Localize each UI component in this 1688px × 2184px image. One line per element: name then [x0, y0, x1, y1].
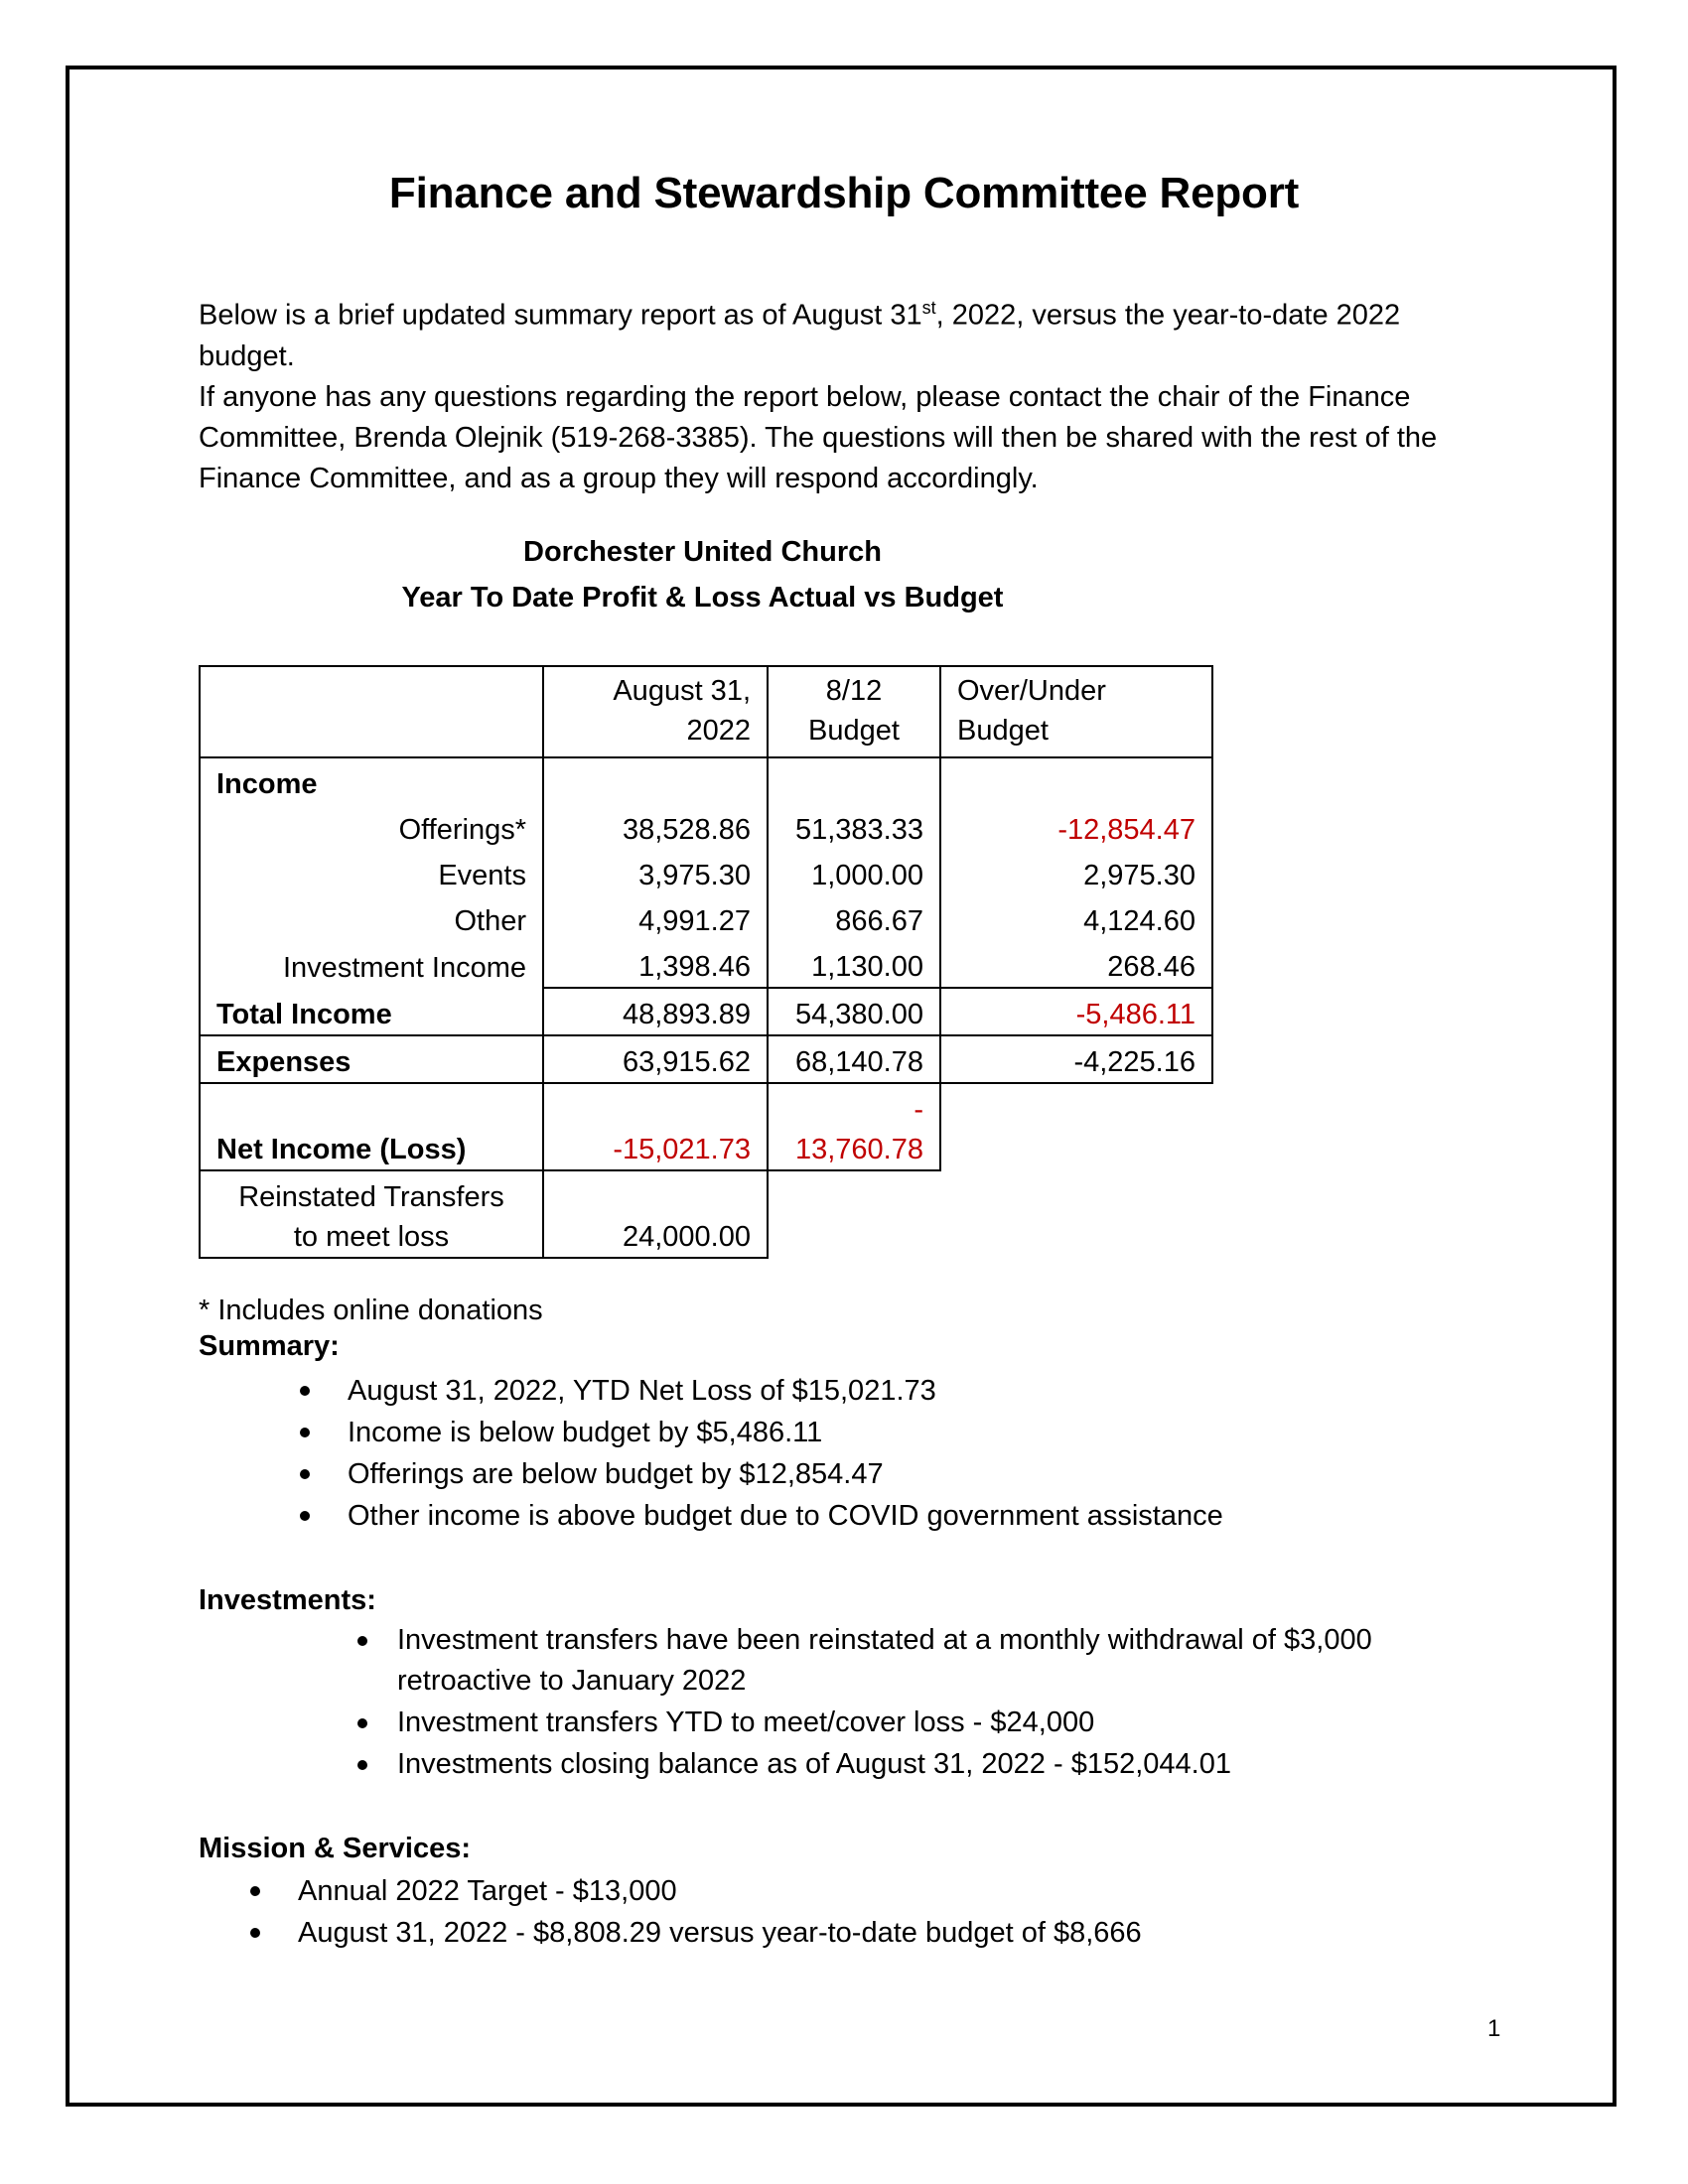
income-label: Income [200, 757, 543, 804]
page-title: Finance and Stewardship Committee Report [388, 169, 1300, 217]
header-budget-line2: Budget [808, 715, 900, 747]
list-item: Investments closing balance as of August 31, 2022 - $152,044.01 [397, 1744, 1450, 1785]
empty-cell [940, 1170, 1212, 1258]
table-row [200, 804, 1212, 850]
row-label: Other [200, 895, 543, 941]
table-header-row [200, 666, 1212, 757]
intro-paragraph-1 [199, 288, 1489, 377]
list-item: Investment transfers have been reinstated at a monthly withdrawal of $3,000 retroactive to January 2022 [397, 1620, 1450, 1702]
row-variance: 4,124.60 [940, 895, 1212, 941]
header-variance-line1: Over/Under [957, 675, 1106, 707]
net-income-budget-line1: - [914, 1094, 923, 1126]
net-income-actual: -15,021.73 [543, 1083, 768, 1170]
header-variance [940, 666, 1212, 757]
row-actual: 38,528.86 [543, 804, 768, 850]
page-number: 1 [1487, 2015, 1501, 2042]
expenses-label: Expenses [200, 1035, 543, 1083]
expenses-variance: -4,225.16 [940, 1035, 1212, 1083]
list-item: Investment transfers YTD to meet/cover loss - $24,000 [397, 1703, 1450, 1743]
net-income-row [200, 1083, 1212, 1170]
intro-text [199, 288, 1489, 499]
reinstated-label [200, 1170, 543, 1258]
total-income-row [200, 988, 1212, 1035]
profit-loss-table [199, 665, 1213, 1259]
row-variance: -12,854.47 [940, 804, 1212, 850]
row-actual: 3,975.30 [543, 850, 768, 895]
row-actual: 1,398.46 [543, 941, 768, 988]
row-actual: 4,991.27 [543, 895, 768, 941]
reinstated-actual: 24,000.00 [543, 1170, 768, 1258]
net-income-label: Net Income (Loss) [200, 1083, 543, 1170]
net-income-budget [768, 1083, 940, 1170]
table-row [200, 941, 1212, 988]
header-empty-cell [200, 666, 543, 757]
reinstated-label-line1: Reinstated Transfers [238, 1181, 504, 1213]
intro-p1-start: Below is a brief updated summary report as of August 31 [199, 299, 922, 332]
empty-cell [768, 757, 940, 804]
summary-list [348, 1370, 1539, 1537]
expenses-row [200, 1035, 1212, 1083]
table-row [200, 895, 1212, 941]
intro-paragraph-2: If anyone has any questions regarding the report below, please contact the chair of the Finance Committee, Brenda Olejnik (519-268-3385). The questions will then be shared with the rest of the Finance Committee, and as a group they will respond accordingly. [199, 380, 1438, 494]
table-row [200, 850, 1212, 895]
empty-cell [940, 1083, 1212, 1170]
list-item: Income is below budget by $5,486.11 [348, 1412, 1539, 1453]
empty-cell [940, 757, 1212, 804]
empty-cell [768, 1170, 940, 1258]
reinstated-label-line2: to meet loss [293, 1221, 450, 1253]
row-budget: 1,000.00 [768, 850, 940, 895]
header-variance-line2: Budget [957, 715, 1049, 747]
header-actual-line1: August 31, [613, 675, 751, 707]
intro-p1-end: , 2022, versus the year-to-date 2022 budget. [199, 299, 1401, 372]
row-label: Investment Income [200, 941, 543, 988]
summary-label: Summary: [199, 1330, 340, 1362]
footnote: * Includes online donations [199, 1295, 543, 1326]
list-item: Annual 2022 Target - $13,000 [298, 1870, 1489, 1912]
header-budget-line1: 8/12 [825, 675, 883, 707]
list-item: August 31, 2022 - $8,808.29 versus year-to-date budget of $8,666 [298, 1912, 1489, 1954]
empty-cell [543, 757, 768, 804]
header-actual [543, 666, 768, 757]
list-item: August 31, 2022, YTD Net Loss of $15,021.73 [348, 1370, 1539, 1412]
expenses-budget: 68,140.78 [768, 1035, 940, 1083]
mission-label: Mission & Services: [199, 1833, 471, 1864]
report-subtitle: Year To Date Profit & Loss Actual vs Budget [401, 582, 1004, 614]
mission-list [298, 1870, 1489, 1954]
row-budget: 866.67 [768, 895, 940, 941]
row-label: Offerings* [200, 804, 543, 850]
investments-list [397, 1620, 1450, 1786]
investments-label: Investments: [199, 1584, 376, 1616]
row-variance: 268.46 [940, 941, 1212, 988]
row-label: Events [200, 850, 543, 895]
header-budget [768, 666, 940, 757]
row-budget: 1,130.00 [768, 941, 940, 988]
reinstated-row [200, 1170, 1212, 1258]
total-income-variance: -5,486.11 [940, 988, 1212, 1035]
table-row [200, 757, 1212, 804]
total-income-actual: 48,893.89 [543, 988, 768, 1035]
header-actual-line2: 2022 [686, 715, 751, 747]
row-variance: 2,975.30 [940, 850, 1212, 895]
list-item: Other income is above budget due to COVID government assistance [348, 1495, 1539, 1537]
net-income-budget-line2: 13,760.78 [794, 1134, 923, 1165]
row-budget: 51,383.33 [768, 804, 940, 850]
total-income-budget: 54,380.00 [768, 988, 940, 1035]
report-org: Dorchester United Church [523, 536, 882, 568]
list-item: Offerings are below budget by $12,854.47 [348, 1453, 1539, 1495]
total-income-label: Total Income [200, 988, 543, 1035]
expenses-actual: 63,915.62 [543, 1035, 768, 1083]
intro-p1-sup: st [921, 298, 936, 318]
